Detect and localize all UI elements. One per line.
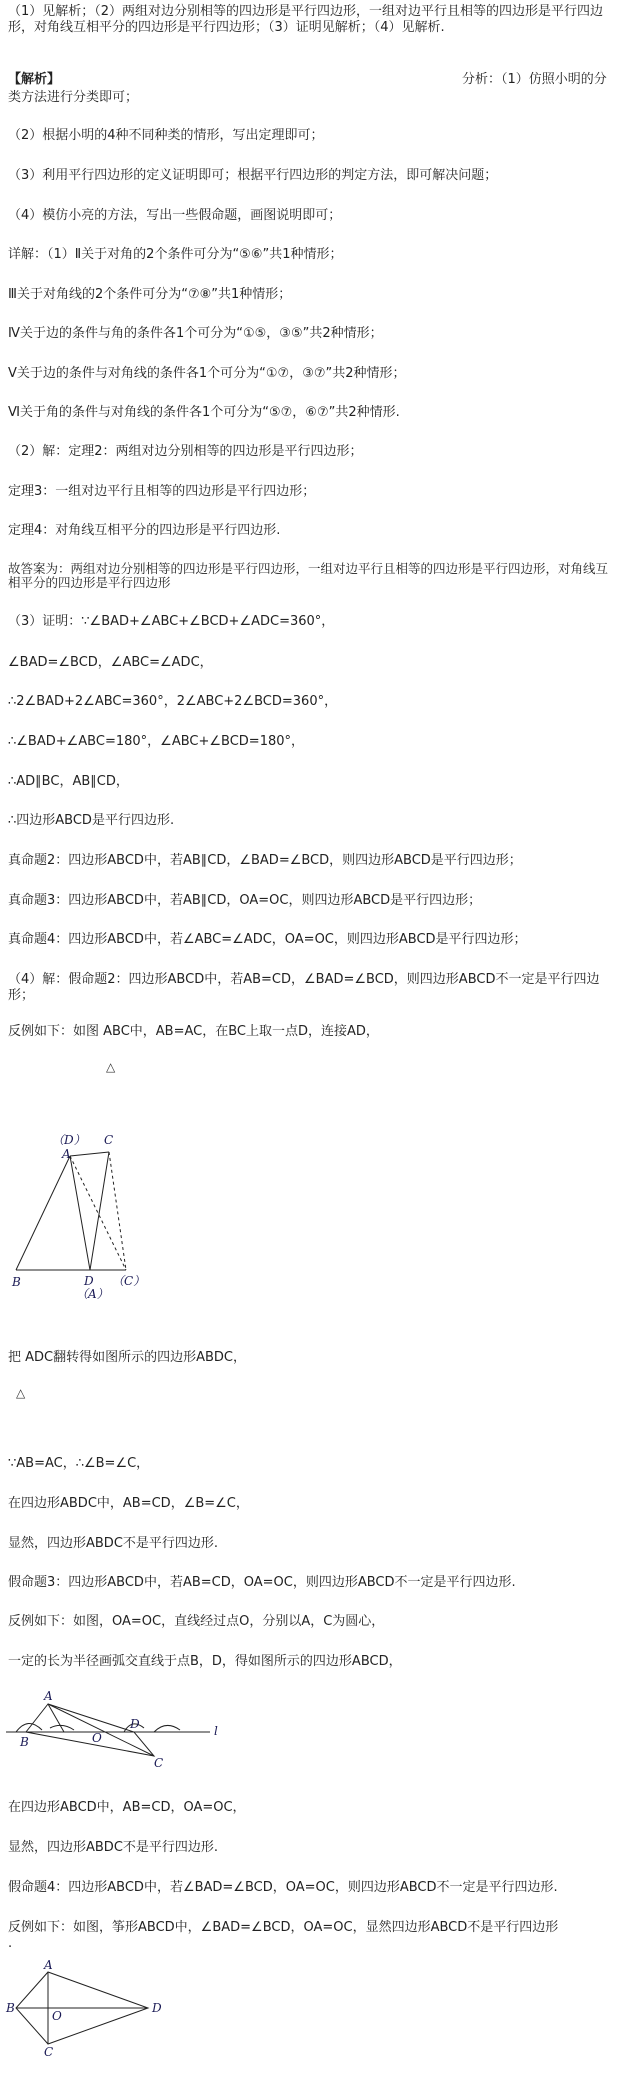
segment-ab: [16, 1156, 70, 1270]
label-l: l: [214, 1724, 218, 1738]
segment-dashed-2: [109, 1152, 126, 1270]
label-b: B: [6, 2001, 15, 2015]
text-line: ∠BAD=∠BCD，∠ABC=∠ADC，: [8, 655, 213, 670]
text-line: （2）解：定理2：两组对边分别相等的四边形是平行四边形；: [8, 444, 363, 459]
label-c-paren: （C）: [112, 1274, 146, 1288]
text-line: 定理3：一组对边平行且相等的四边形是平行四边形；: [8, 484, 316, 499]
text-line: ∴2∠BAD+2∠ABC=360°，2∠ABC+2∠BCD=360°，: [8, 694, 338, 709]
text-line: 假命题3：四边形ABCD中，若AB=CD，OA=OC，则四边形ABCD不一定是平行四边形.: [8, 1575, 516, 1590]
text-line: Ⅲ关于对角线的2个条件可分为“⑦⑧”共1种情形；: [8, 287, 292, 302]
text-line: 真命题3：四边形ABCD中，若AB∥CD，OA=OC，则四边形ABCD是平行四边形；: [8, 893, 482, 908]
figure-folded-triangle: [6, 1122, 166, 1302]
text-line: 反例如下：如图 ABC中，AB=AC，在BC上取一点D，连接AD，: [8, 1024, 379, 1039]
label-c: C: [154, 1756, 164, 1768]
figure-arcs-on-line: [4, 1688, 234, 1768]
section-header: 【解析】: [8, 72, 61, 87]
label-b: B: [20, 1735, 29, 1749]
text-line: Ⅴ关于边的条件与对角线的条件各1个可分为“①⑦，③⑦”共2种情形；: [8, 366, 406, 381]
text-line: Ⅵ关于角的条件与对角线的条件各1个可分为“⑤⑦，⑥⑦”共2种情形.: [8, 405, 400, 420]
triangle-symbol: △: [16, 1386, 26, 1400]
text-line: .: [8, 1936, 13, 1951]
text-line: 一定的长为半径画弧交直线于点B，D，得如图所示的四边形ABCD，: [8, 1654, 402, 1669]
label-o: O: [52, 2009, 62, 2023]
label-o: O: [92, 1731, 102, 1745]
segment-cd: [90, 1152, 109, 1270]
label-d: D: [84, 1274, 94, 1288]
text-line: （2）根据小明的4种不同种类的情形，写出定理即可；: [8, 128, 324, 143]
text-line: 在四边形ABCD中，AB=CD，OA=OC，: [8, 1800, 246, 1815]
label-a-paren: （A）: [76, 1287, 109, 1301]
text-line: （3）利用平行四边形的定义证明即可；根据平行四边形的判定方法，即可解决问题；: [8, 168, 498, 183]
text-line: 假命题4：四边形ABCD中，若∠BAD=∠BCD，OA=OC，则四边形ABCD不一定是平行四边形.: [8, 1880, 558, 1895]
label-b: B: [12, 1275, 21, 1289]
answer-summary: （1）见解析；（2）两组对边分别相等的四边形是平行四边形，一组对边平行且相等的四边形是平行四边形，对角线互相平分的四边形是平行四边形；（3）证明见解析；（4）见解析.: [8, 4, 604, 35]
text-line: 详解：（1）Ⅱ关于对角的2个条件可分为“⑤⑥”共1种情形；: [8, 247, 343, 262]
text-line: 真命题2：四边形ABCD中，若AB∥CD，∠BAD=∠BCD，则四边形ABCD是平行四边形；: [8, 853, 522, 868]
text-line: （4）解：假命题2：四边形ABCD中，若AB=CD，∠BAD=∠BCD，则四边形ABCD不一定是平行四边形；: [8, 972, 600, 1003]
text-line: （3）证明：∵∠BAD+∠ABC+∠BCD+∠ADC=360°，: [8, 614, 335, 629]
label-c: C: [44, 2045, 54, 2058]
figure-kite: [4, 1958, 174, 2058]
text-line: （4）模仿小亮的方法，写出一些假命题，画图说明即可；: [8, 208, 342, 223]
label-d: D: [130, 1717, 140, 1731]
answer-line: 故答案为：两组对边分别相等的四边形是平行四边形，一组对边平行且相等的四边形是平行四边形，对角线互相平分的四边形是平行四边形: [8, 561, 609, 590]
text-line: 在四边形ABDC中，AB=CD，∠B=∠C，: [8, 1496, 249, 1511]
text-line: 类方法进行分类即可；: [8, 90, 139, 105]
label-d: D: [152, 2001, 162, 2015]
segment-ad: [70, 1156, 90, 1270]
label-a: A: [44, 1689, 53, 1703]
segment-ac: [70, 1152, 109, 1156]
text-line: 显然，四边形ABDC不是平行四边形.: [8, 1536, 219, 1551]
label-a: A: [44, 1958, 53, 1972]
text-line: ∴AD∥BC，AB∥CD，: [8, 774, 129, 789]
text-line: ∵AB=AC，∴∠B=∠C，: [8, 1456, 150, 1471]
text-line: 把 ADC翻转得如图所示的四边形ABDC，: [8, 1350, 247, 1365]
text-line: ∴四边形ABCD是平行四边形.: [8, 813, 175, 828]
triangle-symbol: △: [106, 1060, 116, 1074]
text-line: 真命题4：四边形ABCD中，若∠ABC=∠ADC，OA=OC，则四边形ABCD是平行四边形；: [8, 932, 527, 947]
text-line: 定理4：对角线互相平分的四边形是平行四边形.: [8, 523, 281, 538]
text-line: 反例如下：如图，OA=OC，直线经过点O，分别以A，C为圆心，: [8, 1614, 385, 1629]
arc-4: [154, 1725, 180, 1732]
analysis-label: 分析：（1）仿照小明的分: [462, 72, 607, 87]
text-line: 反例如下：如图，筝形ABCD中，∠BAD=∠BCD，OA=OC，显然四边形ABCD不是平行四边形: [8, 1920, 559, 1935]
text-line: 显然，四边形ABDC不是平行四边形.: [8, 1840, 219, 1855]
text-line: ∴∠BAD+∠ABC=180°，∠ABC+∠BCD=180°，: [8, 734, 305, 749]
label-c: C: [104, 1133, 114, 1147]
text-line: Ⅳ关于边的条件与角的条件各1个可分为“①⑤，③⑤”共2种情形；: [8, 326, 383, 341]
label-a: A: [62, 1147, 71, 1161]
label-d-paren: （D）: [52, 1133, 86, 1147]
